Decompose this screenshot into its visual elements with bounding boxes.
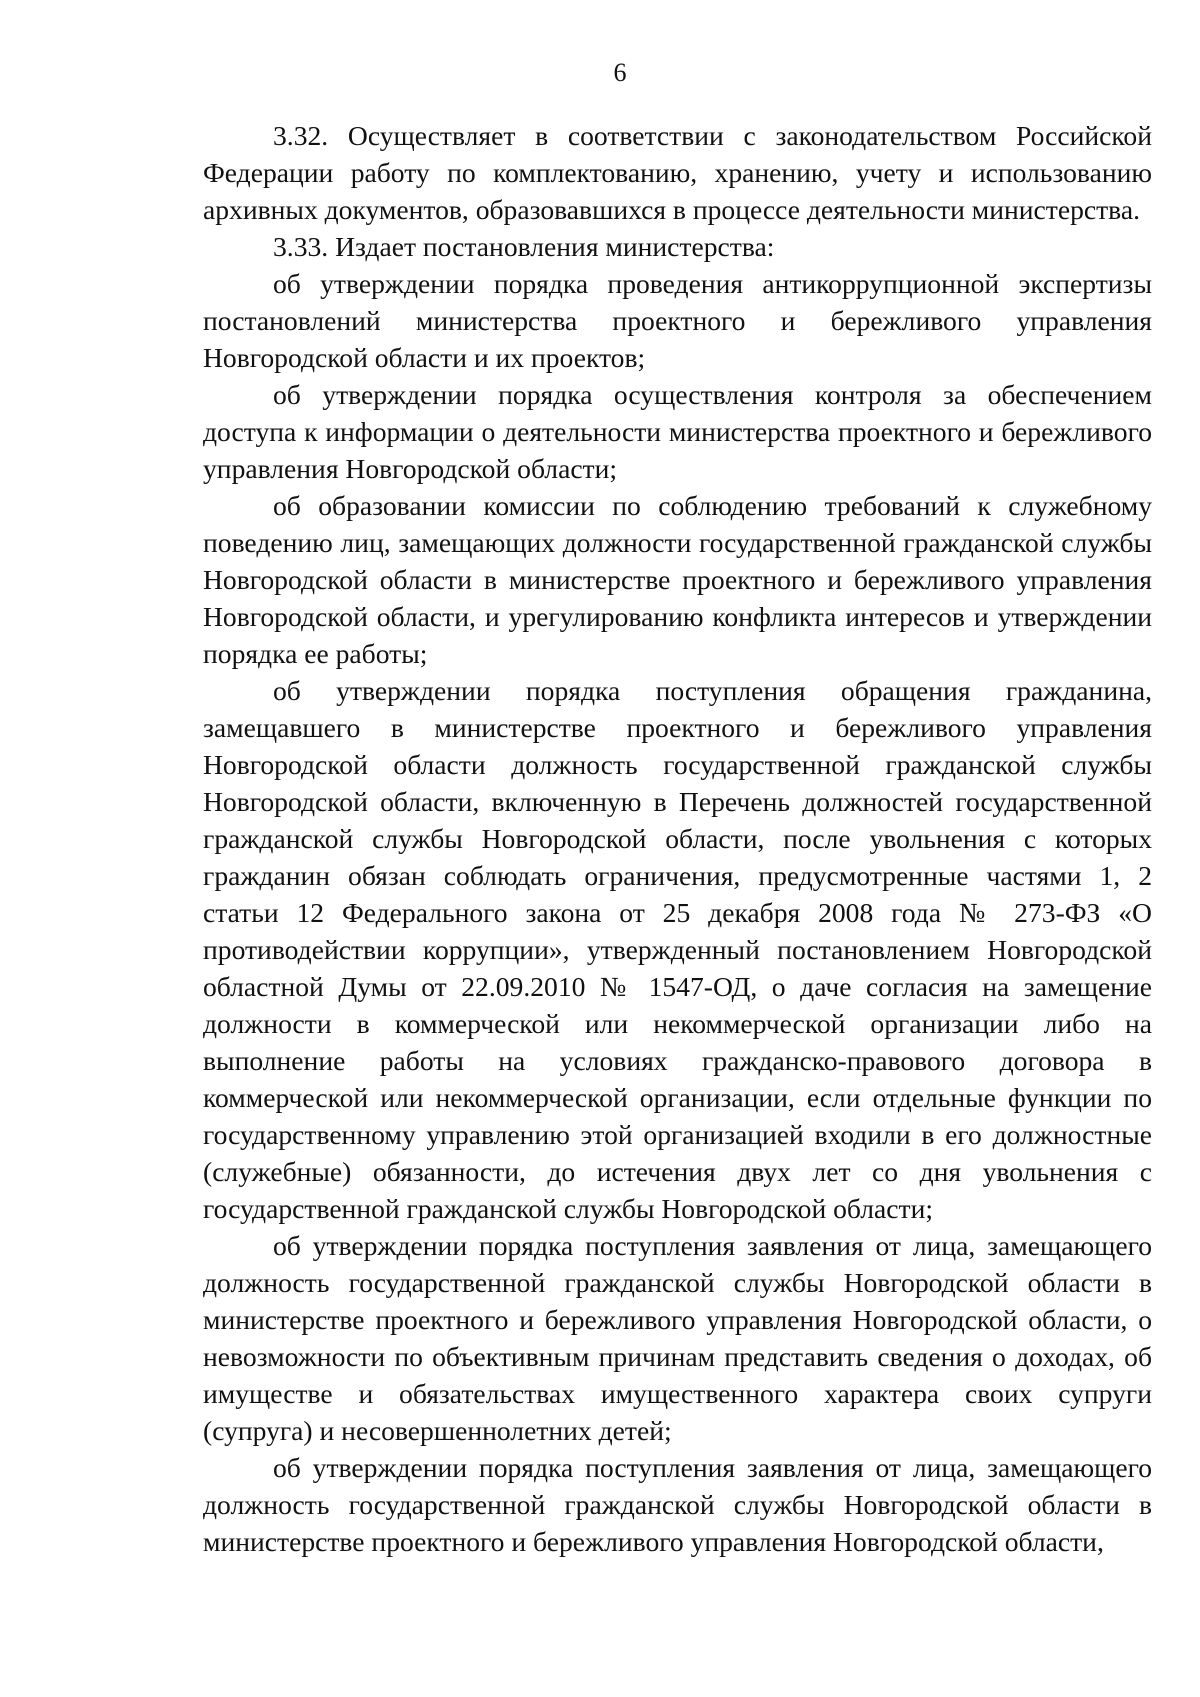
document-body <box>203 117 1152 1560</box>
paragraph-3-33: 3.33. Издает постановления министерства: <box>273 231 775 262</box>
list-item-income-statement-application: об утверждении порядка поступления заявления от лица, замещающего должность государственной гражданской службы Новгородской области в министерстве проектного и бережливого управления Новгородской области, о невозможности по объективным причинам представить сведения о доходах, об имуществе и обязательствах имущественного характера своих супруги (супруга) и несовершеннолетних детей; <box>203 1230 1152 1446</box>
list-item-citizen-appeal-procedure: об утверждении порядка поступления обращения гражданина, замещавшего в министерстве проектного и бережливого управления Новгородской области должность государственной гражданской службы Новгородской области, включенную в Перечень должностей государственной гражданской службы Новгородской области, после увольнения с которых гражданин обязан соблюдать ограничения, предусмотренные частями 1, 2 статьи 12 Федерального закона от 25 декабря 2008 года № 273-ФЗ «О противодействии коррупции», утвержденный постановлением Новгородской областной Думы от 22.09.2010 № 1547-ОД, о даче согласия на замещение должности в коммерческой или некоммерческой организации либо на выполнение работы на условиях гражданско-правового договора в коммерческой или некоммерческой организации, если отдельные функции по государственному управлению этой организацией входили в его должностные (служебные) обязанности, до истечения двух лет со дня увольнения с государственной гражданской службы Новгородской области; <box>203 675 1152 1224</box>
page-number: 6 <box>613 58 627 87</box>
list-item-anticorruption-expertise: об утверждении порядка проведения антикоррупционной экспертизы постановлений министерства проектного и бережливого управления Новгородской области и их проектов; <box>203 268 1152 373</box>
list-item-information-access-control: об утверждении порядка осуществления контроля за обеспечением доступа к информации о деятельности министерства проектного и бережливого управления Новгородской области; <box>203 379 1152 484</box>
list-item-application-procedure-continued: об утверждении порядка поступления заявления от лица, замещающего должность государственной гражданской службы Новгородской области в министерстве проектного и бережливого управления Новгородской области, <box>203 1452 1152 1557</box>
paragraph-3-32: 3.32. Осуществляет в соответствии с законодательством Российской Федерации работу по комплектованию, хранению, учету и использованию архивных документов, образовавшихся в процессе деятельности министерства. <box>203 120 1152 225</box>
list-item-conduct-commission: об образовании комиссии по соблюдению требований к служебному поведению лиц, замещающих должности государственной гражданской службы Новгородской области в министерстве проектного и бережливого управления Новгородской области, и урегулированию конфликта интересов и утверждении порядка ее работы; <box>203 490 1152 669</box>
